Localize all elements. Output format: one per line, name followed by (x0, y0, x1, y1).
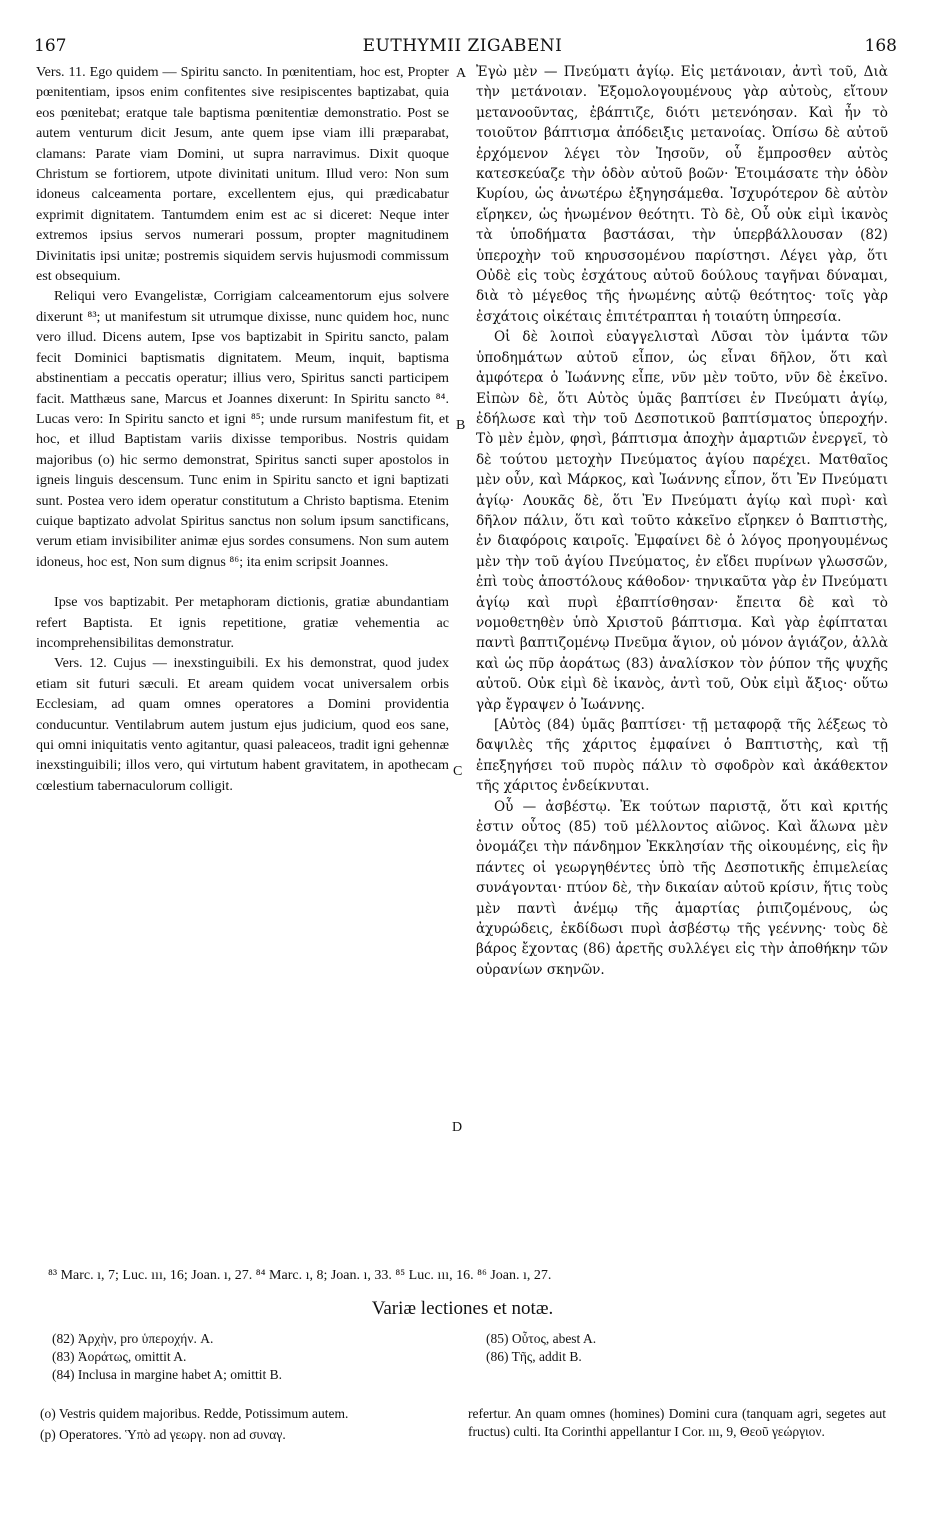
latin-paragraph: Ipse vos baptizabit. Per metaphoram dictionis, gratiæ abundantiam refert Baptista. Et ignis repetitione, gratiæ vehementia ac incomprehensibilitas demonstratur. (36, 594, 449, 651)
note-o: (o) Vestris quidem majoribus. Redde, Potissimum autem. (40, 1406, 349, 1421)
variant-85: (85) Οὗτος, abest A. (486, 1331, 597, 1346)
variant-84: (84) Inclusa in margine habet A; omittit B. (52, 1367, 282, 1382)
notes-left (40, 1405, 452, 1447)
variant-82: (82) Ἀρχὴν, pro ὑπεροχήν. A. (52, 1331, 214, 1346)
latin-paragraph: Reliqui vero Evangelistæ, Corrigiam calceamentorum ejus solvere dixerunt ⁸³; ut manifestum sit utrumque dixisse, nunc quidem hoc, nunc vero illud. Dicens autem, Ipse vos baptizabit in Spiritu sancto, palam fecit Dominici baptismatis dignitatem. Meum, inquit, baptisma abstinentiam a peccatis operatur; illius vero, Spiritus sancti participem facit. Matthæus sane, Marcus et Joannes dixerunt: In Spiritu sancto ⁸⁴. Lucas vero: In Spiritu sancto et igni ⁸⁵; unde rursum manifestum fit, et hoc, et illud Baptistam variis dixisse temporibus. Nostris quidam majoribus (o) hic sermo demonstrat, Spiritus sancti super apostolos in igneis linguis descensum. Tunc enim in Spiritu sancto et igni baptizati sunt. Postea vero idem operatur constitutum a Christo baptisma. Etenim cuique baptizato advolat Spiritus sanctus non solum ipsum sanctificans, verum etiam invisibiliter animæ ejus sordes consumens. Non sum autem idoneus, hoc est, Non sum dignus ⁸⁶; ita enim scripsit Joannes. (36, 288, 449, 570)
margin-letter-d: D (452, 1120, 463, 1135)
latin-paragraph: Vers. 12. Cujus — inexstinguibili. Ex his demonstrat, quod judex etiam sit futuri sæculi. Et aream quidem vocat universalem orbis Ecclesiam, ad quam omnes operatores a Domini providentia conducuntur. Ventilabrum autem justum ejus judicium, quod eos sane, qui omni iniquitatis vento agitantur, quasi paleaceos, tradit igni gehennæ inexstinguibili; illos vero, qui virtutum habent gravitatem, in apothecam cœlestium tabernaculorum colligit. (36, 655, 449, 794)
variant-83: (83) Ἀοράτως, omittit A. (52, 1349, 187, 1364)
greek-paragraph: [Αὐτὸς (84) ὑμᾶς βαπτίσει· τῇ μεταφορᾷ τῆς λέξεως τὸ δαψιλὲς τῆς χάριτος ἐμφαίνει ὁ Βαπτιστὴς, καὶ τῇ ἐπεξηγήσει τοῦ πυρὸς πάλιν τὸ σφοδρὸν καὶ ἀκάθεκτον τῆς χάριτος ἐνδείκνυται. (476, 717, 888, 795)
note-p: (p) Operatores. Ὑπὸ ad γεωργ. non ad συναγ. (40, 1427, 286, 1442)
latin-column (36, 62, 449, 796)
latin-paragraph: Vers. 11. Ego quidem — Spiritu sancto. In pœnitentiam, hoc est, Propter pœnitentiam, ipsos enim confitentes sive resipiscentes baptizabat, quia eos pœnitebat; eratque tale baptisma pœnitentiæ demonstratio. Post se autem venturum dicit Jesum, ante quem ipse viam illi præparabat, clamans: Parate viam Domini, ut supra narravimus. Dixit quoque Christum se fortiorem, utpote divinitati unitum. Illud vero: Non sum idoneus calceamenta portare, excellentem ejus, qui prædicabatur exprimit dignitatem. Tantumdem enim est ac si diceret: Neque inter extremos ipsius servos numerari possum, propter magnitudinem Divinitatis ipsi unitæ; postremis siquidem servis hujusmodi commissum est obsequium. (36, 64, 449, 285)
margin-letter-c: C (453, 764, 463, 779)
running-title: EUTHYMII ZIGABENI (362, 36, 563, 56)
scripture-footnotes: ⁸³ Marc. ı, 7; Luc. ııı, 16; Joan. ı, 27. ⁸⁴ Marc. ı, 8; Joan. ı, 33. ⁸⁵ Luc. ııı, 16. ⁸⁶ Joan. ı, 27. (48, 1268, 552, 1283)
margin-letter-a: A (456, 66, 467, 81)
greek-paragraph: Οἱ δὲ λοιποὶ εὐαγγελισταὶ Λῦσαι τὸν ἱμάντα τῶν ὑποδημάτων αὐτοῦ εἶπον, ὡς εἶναι δῆλον, ὅτι καὶ ἀμφότερα ὁ Ἰωάννης εἶπε, νῦν μὲν τοῦτο, νῦν δὲ ἐκεῖνο. Εἰπὼν δὲ, ὅτι Αὐτὸς ὑμᾶς βαπτίσει ἐν Πνεύματι ἁγίῳ, ἐδήλωσε καὶ τὴν τοῦ Δεσποτικοῦ βαπτίσματος ὑπεροχήν. Τὸ μὲν ἐμὸν, φησὶ, βάπτισμα ἀποχὴν ἁμαρτιῶν ἐνεργεῖ, τὸ δὲ τούτου μετοχὴν Πνεύματος ἁγίου παρέχει. Ματθαῖος μὲν οὖν, καὶ Μάρκος, καὶ Ἰωάννης εἶπον, ὅτι Ἐν Πνεύματι ἁγίῳ· Λουκᾶς δὲ, ὅτι Ἐν Πνεύματι ἁγίῳ καὶ πυρὶ· καὶ δῆλον πάλιν, ὅτι καὶ τοῦτο κἀκεῖνο εἴρηκεν ὁ Βαπτιστὴς, ἐν διαφόροις καιροῖς. Ἐμφαίνει δὲ ὁ λόγος προηγουμένως μὲν τὴν τοῦ ἁγίου Πνεύματος, ἐν εἴδει πυρίνων γλωσσῶν, ἐπὶ τοὺς ἀποστόλους κάθοδον· τηνικαῦτα γὰρ ἐν Πνεύματι ἁγίῳ καὶ πυρὶ ἐβαπτίσθησαν· ἔπειτα δὲ καὶ τὸ νομοθετηθὲν ὑπὸ Χριστοῦ βάπτισμα. Καὶ γὰρ ἐφίπταται παντὶ βαπτιζομένῳ Πνεῦμα ἅγιον, οὐ μόνον ἁγιάζον, ἀλλὰ καὶ ὡς πῦρ ἀοράτως (83) ἀναλίσκον τὸν ῥύπον τῆς ψυχῆς αὐτοῦ. Οὐκ εἰμὶ δὲ ἱκανὸς, ἀντὶ τοῦ, Οὐκ εἰμὶ ἄξιος· οὕτω γὰρ ἔγραψεν ὁ Ἰωάννης. (476, 329, 888, 713)
greek-paragraph: Ἐγὼ μὲν — Πνεύματι ἁγίῳ. Εἰς μετάνοιαν, ἀντὶ τοῦ, Διὰ τὴν μετάνοιαν. Ἐξομολογουμένους γὰρ αὐτοὺς, εἴτουν μετανοοῦντας, ἐβάπτιζε, διότι μετενόησαν. Καὶ ἦν τὸ τοιοῦτον βάπτισμα ἀπόδειξις μετανοίας. Ὀπίσω δὲ αὐτοῦ ἐρχόμενον λέγει τὸν Ἰησοῦν, οὗ ἔμπροσθεν αὐτὸς κατεσκεύαζε τὴν ὁδὸν αὐτοῦ βοῶν· Ἑτοιμάσατε τὴν ὁδὸν Κυρίου, ὡς ἀνωτέρω ἐξηγησάμεθα. Ἰσχυρότερον δὲ αὐτὸν εἴρηκεν, ὡς ἡνωμένον θεότητι. Τὸ δὲ, Οὗ οὐκ εἰμὶ ἱκανὸς τὰ ὑποδήματα βαστάσαι, τὴν ὑπερβάλλουσαν (82) ὑπεροχὴν τοῦ κηρυσσομένου παρίστησι. Λέγει γὰρ, ὅτι Οὐδὲ εἰς τοὺς ἐσχάτους αὐτοῦ δούλους ταγῆναι δύναμαι, διὰ τὸ μέγεθος τῆς ἡνωμένης αὐτῷ θεότητος· τοῖς γὰρ ἐσχάτοις οἰκέταις ἐπιτέτραπται ἡ τοιαύτη ὑπηρεσία. (476, 64, 888, 325)
margin-letter-b: B (456, 418, 466, 433)
running-header (28, 36, 897, 58)
right-page-number: 168 (864, 36, 897, 56)
greek-paragraph: Οὗ — ἀσβέστῳ. Ἐκ τούτων παριστᾷ, ὅτι καὶ κριτής ἐστιν οὗτος (85) τοῦ μέλλοντος αἰῶνος. Καὶ ἅλωνα μὲν ὀνομάζει τὴν πάνδημον Ἐκκλησίαν τῆς οἰκουμένης, εἰς ἣν πάντες οἱ γεωργηθέντες ὑπὸ τῆς Δεσποτικῆς ἐπιμελείας συνάγονται· πτύον δὲ, τὴν δικαίαν αὐτοῦ κρίσιν, ἥτις τοὺς μὲν παντὶ ἀνέμῳ τῆς ἁμαρτίας ῥιπιζομένους, ὡς ἀχυρώδεις, ἐκδίδωσι πυρὶ ἀσβέστῳ τῆς γεέννης· τοὺς δὲ βάρος ἔχοντας (86) ἀρετῆς συλλέγει εἰς τὴν ἀποθήκην τῶν οὐρανίων σκηνῶν. (476, 798, 888, 978)
variae-right (486, 1330, 886, 1366)
variae-title: Variæ lectiones et notæ. (371, 1298, 554, 1319)
variae-left (52, 1330, 452, 1384)
notes-right: refertur. An quam omnes (homines) Domini cura (tanquam agri, segetes aut fructus) culti. Ita Corinthi appellantur I Cor. ııı, 9, Θεοῦ γεώργιον. (468, 1406, 886, 1439)
variant-86: (86) Τῆς, addit B. (486, 1349, 582, 1364)
left-page-number: 167 (34, 36, 67, 56)
greek-column (476, 62, 888, 980)
